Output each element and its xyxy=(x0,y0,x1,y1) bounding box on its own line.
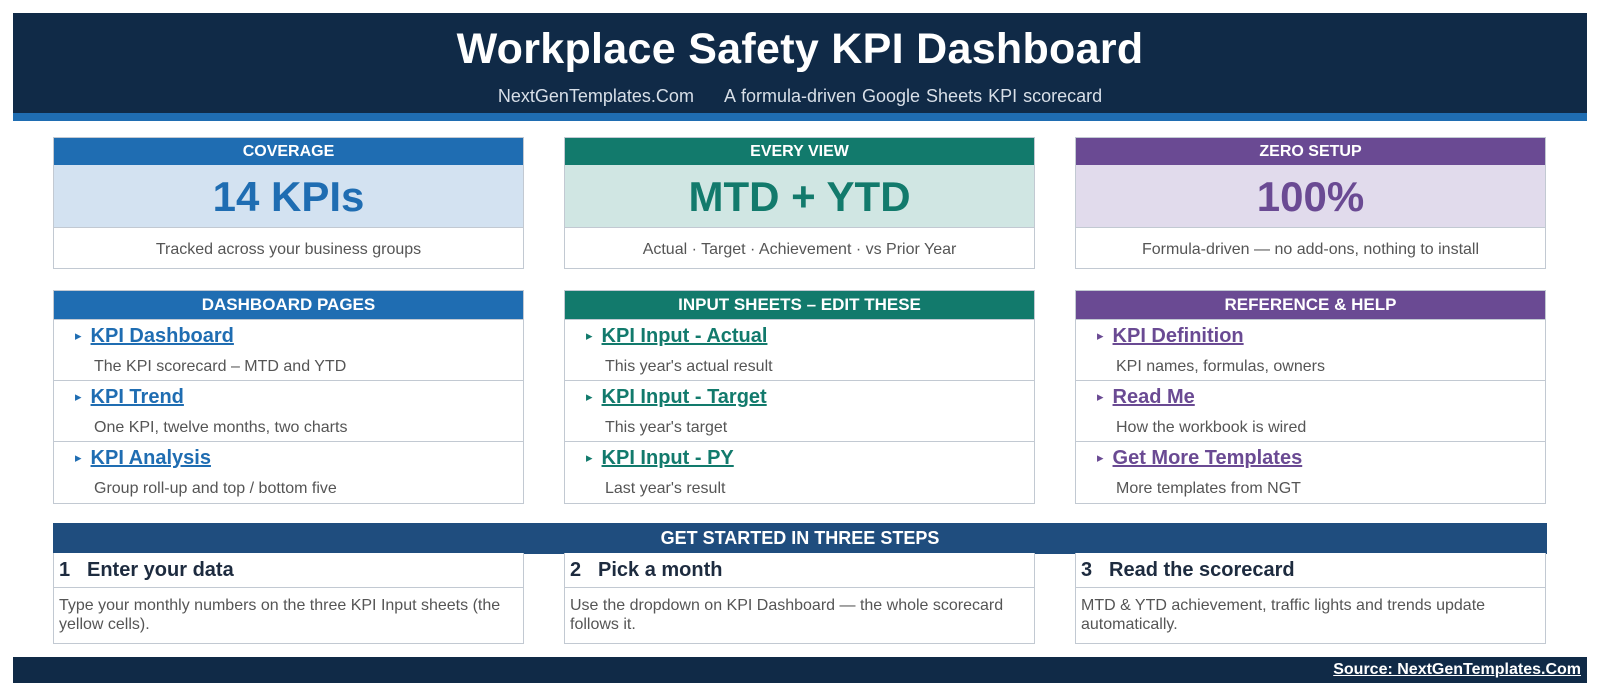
link-description: KPI names, formulas, owners xyxy=(1116,358,1325,375)
link-label: KPI Trend xyxy=(90,386,184,408)
link-label: Get More Templates xyxy=(1112,447,1303,469)
arrow-right-icon: ▸ xyxy=(1097,328,1104,343)
step-title xyxy=(54,553,523,588)
link-kpi-trend[interactable] xyxy=(59,386,184,409)
arrow-right-icon: ▸ xyxy=(75,389,82,404)
link-label: Read Me xyxy=(1112,386,1195,408)
link-description: More templates from NGT xyxy=(1116,480,1301,497)
source-link[interactable]: Source: NextGenTemplates.Com xyxy=(1333,661,1581,678)
arrow-right-icon: ▸ xyxy=(586,389,593,404)
list-item xyxy=(565,380,1034,441)
kpi-card-desc: Tracked across your business groups xyxy=(54,227,523,259)
header-tagline: A formula-driven Google Sheets KPI scorecard xyxy=(723,86,1103,106)
list-item xyxy=(54,380,523,441)
kpi-card-label: EVERY VIEW xyxy=(565,138,1034,165)
kpi-card-zero-setup xyxy=(1075,137,1546,269)
page-title: Workplace Safety KPI Dashboard xyxy=(456,25,1144,73)
kpi-card-value: 100% xyxy=(1076,165,1545,227)
footer-bar xyxy=(13,657,1587,683)
section-input-sheets xyxy=(564,290,1035,504)
arrow-right-icon: ▸ xyxy=(586,328,593,343)
step-card-3 xyxy=(1075,553,1546,644)
kpi-card-coverage xyxy=(53,137,524,269)
link-description: Group roll-up and top / bottom five xyxy=(94,480,337,497)
section-title: INPUT SHEETS – EDIT THESE xyxy=(565,291,1034,319)
link-label: KPI Input - Target xyxy=(601,386,767,408)
list-item xyxy=(54,319,523,380)
arrow-right-icon: ▸ xyxy=(586,450,593,465)
kpi-card-label: ZERO SETUP xyxy=(1076,138,1545,165)
steps-header: GET STARTED IN THREE STEPS xyxy=(53,523,1547,554)
list-item xyxy=(1076,380,1545,441)
list-item xyxy=(565,441,1034,502)
link-label: KPI Input - PY xyxy=(601,447,734,469)
step-number: 2 xyxy=(570,559,582,581)
arrow-right-icon: ▸ xyxy=(1097,389,1104,404)
section-dashboard-pages xyxy=(53,290,524,504)
header-subtitle xyxy=(13,86,1587,107)
step-number: 3 xyxy=(1081,559,1093,581)
link-kpi-analysis[interactable] xyxy=(59,447,211,470)
kpi-card-every-view xyxy=(564,137,1035,269)
step-body: Use the dropdown on KPI Dashboard — the whole scorecard follows it. xyxy=(570,597,1004,633)
link-label: KPI Definition xyxy=(1112,325,1244,347)
link-kpi-input-target[interactable] xyxy=(570,386,767,409)
link-description: The KPI scorecard – MTD and YTD xyxy=(94,358,347,375)
link-label: KPI Input - Actual xyxy=(601,325,768,347)
list-item xyxy=(54,441,523,502)
site-name: NextGenTemplates.Com xyxy=(497,86,694,106)
kpi-card-desc: Formula-driven — no add-ons, nothing to install xyxy=(1076,227,1545,259)
link-kpi-input-py[interactable] xyxy=(570,447,734,470)
step-card-1 xyxy=(53,553,524,644)
step-title-text: Enter your data xyxy=(87,559,234,581)
list-item xyxy=(1076,441,1545,502)
step-title-text: Read the scorecard xyxy=(1109,559,1295,581)
link-description: One KPI, twelve months, two charts xyxy=(94,419,348,436)
section-title: DASHBOARD PAGES xyxy=(54,291,523,319)
step-number: 1 xyxy=(59,559,71,581)
arrow-right-icon: ▸ xyxy=(75,450,82,465)
header-banner xyxy=(13,13,1587,113)
step-title-text: Pick a month xyxy=(598,559,723,581)
kpi-card-label: COVERAGE xyxy=(54,138,523,165)
link-description: How the workbook is wired xyxy=(1116,419,1307,436)
step-title xyxy=(1076,553,1545,588)
kpi-card-value: MTD + YTD xyxy=(565,165,1034,227)
link-description: This year's actual result xyxy=(605,358,773,375)
link-kpi-definition[interactable] xyxy=(1081,325,1244,348)
link-kpi-dashboard[interactable] xyxy=(59,325,234,348)
arrow-right-icon: ▸ xyxy=(1097,450,1104,465)
step-title xyxy=(565,553,1034,588)
step-body: Type your monthly numbers on the three KPI Input sheets (the yellow cells). xyxy=(59,597,501,633)
link-label: KPI Analysis xyxy=(90,447,211,469)
list-item xyxy=(1076,319,1545,380)
step-card-2 xyxy=(564,553,1035,644)
section-title: REFERENCE & HELP xyxy=(1076,291,1545,319)
link-description: Last year's result xyxy=(605,480,726,497)
link-read-me[interactable] xyxy=(1081,386,1195,409)
arrow-right-icon: ▸ xyxy=(75,328,82,343)
header-accent-bar xyxy=(13,113,1587,121)
link-get-more-templates[interactable] xyxy=(1081,447,1302,470)
kpi-card-desc: Actual · Target · Achievement · vs Prior Year xyxy=(565,227,1034,259)
link-description: This year's target xyxy=(605,419,728,436)
list-item xyxy=(565,319,1034,380)
link-kpi-input-actual[interactable] xyxy=(570,325,767,348)
link-label: KPI Dashboard xyxy=(90,325,234,347)
step-body: MTD & YTD achievement, traffic lights and trends update automatically. xyxy=(1081,597,1486,633)
kpi-card-value: 14 KPIs xyxy=(54,165,523,227)
section-reference-help xyxy=(1075,290,1546,504)
